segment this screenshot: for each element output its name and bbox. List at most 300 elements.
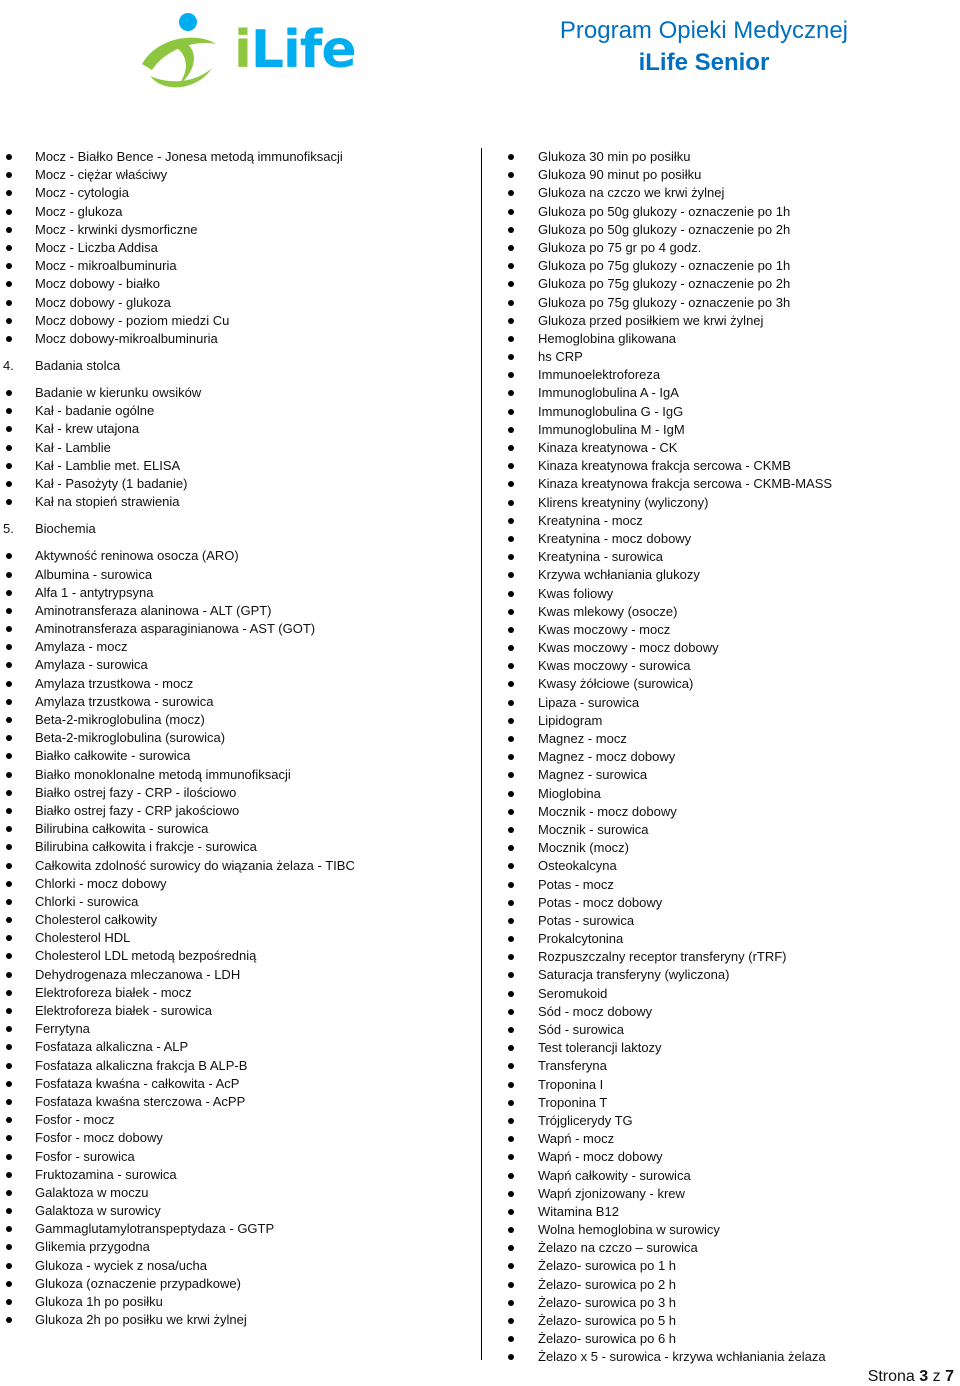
bullet-icon — [508, 172, 514, 178]
list-item-label: Hemoglobina glikowana — [538, 330, 677, 346]
list-item-label: Glukoza po 50g glukozy - oznaczenie po 1h — [538, 203, 791, 219]
list-item — [0, 1075, 478, 1093]
list-item — [502, 403, 958, 421]
list-item-label: Aminotransferaza alaninowa - ALT (GPT) — [35, 602, 272, 618]
bullet-icon — [508, 1027, 514, 1033]
list-item-label: Kinaza kreatynowa - CK — [538, 440, 678, 455]
list-item — [502, 730, 958, 748]
list-item — [502, 821, 958, 839]
list-item-label: Kał - krew utajona — [35, 421, 140, 437]
list-item — [0, 1238, 478, 1256]
list-item — [0, 330, 478, 348]
list-item-label: Glukoza 1h po posiłku — [35, 1294, 163, 1310]
list-item-label: Białko ostrej fazy - CRP jakościowo — [35, 802, 240, 818]
list-item — [502, 1021, 958, 1039]
list-item — [502, 1039, 958, 1057]
bullet-icon — [6, 953, 12, 959]
list-item — [502, 1348, 958, 1366]
bullet-icon — [508, 772, 514, 778]
left-column — [0, 148, 478, 1329]
bullet-icon — [508, 1173, 514, 1179]
list-item-label: Mocz dobowy-mikroalbuminuria — [35, 330, 218, 346]
list-item-label: Kinaza kreatynowa frakcja sercowa - CKMB-MASS — [538, 476, 833, 492]
bullet-icon — [508, 427, 514, 433]
bullet-icon — [6, 808, 12, 814]
section-title: Badania stolca — [35, 357, 121, 373]
list-item — [0, 911, 478, 929]
list-item — [0, 275, 478, 293]
bullet-icon — [508, 1300, 514, 1306]
list-item — [502, 203, 958, 221]
bullet-icon — [6, 644, 12, 650]
list-item-label: Żelazo- surowica po 5 h — [538, 1313, 677, 1328]
bullet-icon — [6, 753, 12, 759]
list-item — [502, 421, 958, 439]
bullet-icon — [6, 1226, 12, 1232]
list-item-label: Żelazo- surowica po 3 h — [538, 1294, 677, 1310]
bullet-icon — [508, 1009, 514, 1015]
list-item-label: Fosfataza kwaśna - całkowita - AcP — [35, 1075, 240, 1091]
list-item — [502, 384, 958, 402]
bullet-icon — [508, 1354, 514, 1360]
list-item — [0, 239, 478, 257]
bullet-icon — [6, 772, 12, 778]
program-title-line2: iLife Senior — [638, 49, 770, 76]
bullet-icon — [508, 918, 514, 924]
list-item-label: Kwas moczowy - mocz dobowy — [538, 640, 719, 656]
list-item-label: Albumina - surowica — [35, 566, 153, 582]
list-item-label: Glukoza po 50g glukozy - oznaczenie po 2h — [538, 221, 791, 237]
bullet-icon — [6, 172, 12, 178]
list-item — [502, 839, 958, 857]
list-item-label: Magnez - mocz — [538, 731, 627, 746]
list-item — [502, 275, 958, 293]
list-item — [0, 602, 478, 620]
list-item-label: Białko całkowite - surowica — [35, 748, 191, 764]
bullet-icon — [6, 608, 12, 614]
bullet-icon — [6, 972, 12, 978]
list-item — [0, 166, 478, 184]
bullet-icon — [6, 626, 12, 632]
list-item-label: Cholesterol całkowity — [35, 912, 158, 928]
bullet-icon — [508, 609, 514, 615]
bullet-icon — [508, 1082, 514, 1088]
bullet-icon — [508, 1191, 514, 1197]
list-item — [0, 1202, 478, 1220]
bullet-icon — [508, 954, 514, 960]
list-item — [0, 656, 478, 674]
bullet-icon — [6, 1317, 12, 1323]
list-item — [0, 1129, 478, 1147]
list-item — [0, 875, 478, 893]
list-item — [502, 348, 958, 366]
page-of: z — [932, 1368, 941, 1385]
list-item-label: Mocz dobowy - poziom miedzi Cu — [35, 312, 230, 328]
list-item-label: Fosfataza kwaśna sterczowa - AcPP — [35, 1093, 246, 1109]
list-item-label: Kreatynina - mocz — [538, 512, 643, 528]
list-item-label: Glukoza przed posiłkiem we krwi żylnej — [538, 312, 764, 328]
list-item — [502, 675, 958, 693]
list-item-label: Prokalcytonina — [538, 931, 624, 947]
ilife-wordmark: iLife — [234, 20, 356, 80]
list-item-label: Kał na stopień strawienia — [35, 494, 180, 510]
list-item — [502, 694, 958, 712]
list-item — [502, 294, 958, 312]
list-item — [0, 893, 478, 911]
list-item — [0, 675, 478, 693]
list-item — [0, 1220, 478, 1238]
list-item-label: Potas - mocz — [538, 876, 614, 892]
bullet-icon — [508, 991, 514, 997]
list-item-label: Chlorki - surowica — [35, 893, 139, 909]
bullet-icon — [6, 1026, 12, 1032]
bullet-icon — [6, 1263, 12, 1269]
list-item-label: Mocz - Liczba Addisa — [35, 239, 158, 255]
list-item-label: Amylaza - mocz — [35, 639, 128, 655]
bullet-icon — [508, 627, 514, 633]
bullet-icon — [6, 590, 12, 596]
bullet-icon — [6, 1244, 12, 1250]
list-item — [0, 1148, 478, 1166]
list-item — [0, 1275, 478, 1293]
list-item — [0, 711, 478, 729]
bullet-icon — [508, 372, 514, 378]
section-heading-badania-stolca — [0, 357, 478, 375]
bullet-icon — [508, 718, 514, 724]
list-item — [0, 1038, 478, 1056]
bullet-icon — [508, 209, 514, 215]
list-item — [0, 493, 478, 511]
list-item-label: Żelazo- surowica po 6 h — [538, 1331, 677, 1347]
bullet-icon — [508, 463, 514, 469]
list-item — [502, 1203, 958, 1221]
bullet-icon — [508, 263, 514, 269]
page-label: Strona — [867, 1368, 915, 1385]
bullet-icon — [6, 1135, 12, 1141]
list-item — [0, 1166, 478, 1184]
list-item-label: Wapń - mocz — [538, 1131, 615, 1147]
list-item-label: Kał - Lamblie — [35, 439, 111, 455]
bullet-icon — [508, 1318, 514, 1324]
bullet-icon — [6, 1190, 12, 1196]
bullet-icon — [508, 791, 514, 797]
list-item-label: Troponina T — [538, 1094, 608, 1110]
list-item-label: Elektroforeza białek - surowica — [35, 1003, 213, 1019]
bullet-icon — [508, 1336, 514, 1342]
bullet-icon — [508, 681, 514, 687]
list-item-label: Glukoza po 75 gr po 4 godz. — [538, 239, 702, 255]
list-item-label: Witamina B12 — [538, 1203, 619, 1219]
bullet-icon — [508, 972, 514, 978]
bullet-icon — [6, 463, 12, 469]
list-item-label: Kwas moczowy - surowica — [538, 658, 691, 674]
bullet-icon — [6, 190, 12, 196]
list-item-label: Kał - Pasożyty (1 badanie) — [35, 475, 188, 491]
bullet-icon — [508, 663, 514, 669]
bullet-icon — [508, 318, 514, 324]
bullet-icon — [508, 536, 514, 542]
bullet-icon — [6, 735, 12, 741]
list-item — [502, 894, 958, 912]
list-item-label: Sód - surowica — [538, 1022, 624, 1037]
list-item — [0, 547, 478, 565]
list-item-label: Potas - mocz dobowy — [538, 894, 663, 910]
list-item-label: Mocznik (mocz) — [538, 840, 630, 856]
list-item — [502, 1276, 958, 1294]
bullet-icon — [508, 1282, 514, 1288]
list-item-label: Dehydrogenaza mleczanowa - LDH — [35, 966, 241, 982]
list-item-label: Aminotransferaza asparaginianowa - AST (GOT) — [35, 621, 316, 637]
bullet-icon — [6, 1044, 12, 1050]
bullet-icon — [6, 245, 12, 251]
list-item — [502, 639, 958, 657]
bullet-icon — [508, 754, 514, 760]
list-item-label: Fosfataza alkaliczna frakcja B ALP-B — [35, 1057, 248, 1073]
list-item-label: Krzywa wchłaniania glukozy — [538, 567, 700, 583]
list-item — [502, 1239, 958, 1257]
list-item-label: Amylaza trzustkowa - surowica — [35, 693, 214, 709]
ilife-logo-mark-icon — [138, 6, 228, 92]
list-item — [0, 1002, 478, 1020]
list-item-label: Mocznik - mocz dobowy — [538, 803, 677, 819]
bullet-icon — [508, 1245, 514, 1251]
list-item-label: Cholesterol HDL — [35, 930, 131, 946]
list-item-label: Kwas mlekowy (osocze) — [538, 603, 678, 619]
list-item-label: Glukoza po 75g glukozy - oznaczenie po 1h — [538, 258, 791, 274]
list-item — [502, 657, 958, 675]
list-item-label: Elektroforeza białek - mocz — [35, 984, 192, 1000]
right-column — [502, 148, 958, 1367]
bullet-icon — [6, 899, 12, 905]
bullet-icon — [6, 881, 12, 887]
list-item-label: Glukoza 2h po posiłku we krwi żylnej — [35, 1312, 247, 1328]
bullet-icon — [508, 1209, 514, 1215]
list-item-label: Mocz - cytologia — [35, 185, 129, 201]
list-item — [0, 1111, 478, 1129]
list-item-label: Beta-2-mikroglobulina (mocz) — [35, 712, 205, 728]
bullet-icon — [6, 300, 12, 306]
list-item — [502, 512, 958, 530]
list-item — [0, 620, 478, 638]
list-item — [0, 1093, 478, 1111]
bullet-icon — [6, 1081, 12, 1087]
list-item-label: Glukoza na czczo we krwi żylnej — [538, 185, 725, 201]
current-page: 3 — [919, 1368, 929, 1385]
list-item-label: Fosfor - mocz — [35, 1112, 115, 1128]
bullet-icon — [508, 700, 514, 706]
bullet-icon — [6, 281, 12, 287]
list-item — [0, 747, 478, 765]
bullet-icon — [508, 445, 514, 451]
bullet-icon — [6, 699, 12, 705]
list-item-label: Białko monoklonalne metodą immunofiksacji — [35, 766, 291, 782]
list-item-label: Kinaza kreatynowa frakcja sercowa - CKMB — [538, 458, 791, 474]
list-item-label: hs CRP — [538, 349, 583, 365]
bullet-icon — [6, 1099, 12, 1105]
list-item-label: Glukoza 30 min po posiłku — [538, 149, 691, 164]
list-item — [0, 584, 478, 602]
list-item — [0, 420, 478, 438]
list-item — [502, 148, 958, 166]
list-item — [502, 1312, 958, 1330]
list-item-label: Sód - mocz dobowy — [538, 1003, 653, 1019]
list-item — [0, 257, 478, 275]
list-item-label: Żelazo x 5 - surowica - krzywa wchłaniania żelaza — [538, 1349, 826, 1365]
list-item — [502, 621, 958, 639]
bullet-icon — [508, 809, 514, 815]
list-item-label: Magnez - mocz dobowy — [538, 749, 676, 765]
bullet-icon — [508, 554, 514, 560]
total-pages: 7 — [945, 1368, 954, 1385]
bullet-icon — [6, 917, 12, 923]
list-item-label: Kwas foliowy — [538, 585, 614, 601]
list-item-label: Mocz dobowy - białko — [35, 276, 160, 292]
list-item-label: Kreatynina - mocz dobowy — [538, 530, 692, 546]
list-item-label: Kwasy żółciowe (surowica) — [538, 676, 694, 692]
list-item — [0, 148, 478, 166]
list-item-label: Żelazo- surowica po 2 h — [538, 1276, 677, 1292]
bullet-icon — [6, 390, 12, 396]
list-item — [0, 1057, 478, 1075]
bullet-icon — [6, 1154, 12, 1160]
list-item — [502, 257, 958, 275]
list-item — [502, 585, 958, 603]
bullet-icon — [508, 572, 514, 578]
list-item-label: Kał - Lamblie met. ELISA — [35, 457, 181, 473]
list-item-label: Glikemia przygodna — [35, 1239, 150, 1255]
section-title: Biochemia — [35, 520, 96, 536]
bullet-icon — [508, 863, 514, 869]
list-item — [502, 457, 958, 475]
list-item-label: Kwas moczowy - mocz — [538, 621, 671, 637]
list-item — [502, 1330, 958, 1348]
list-item-label: Bilirubina całkowita - surowica — [35, 821, 209, 837]
list-item — [502, 1076, 958, 1094]
list-item-label: Mocz - krwinki dysmorficzne — [35, 221, 198, 237]
program-title — [560, 15, 848, 79]
list-item — [502, 1094, 958, 1112]
list-item — [502, 566, 958, 584]
list-item-label: Żelazo- surowica po 1 h — [538, 1258, 677, 1274]
list-item-label: Bilirubina całkowita i frakcje - surowica — [35, 839, 257, 855]
list-item — [0, 439, 478, 457]
list-item — [502, 530, 958, 548]
column-divider — [481, 148, 482, 1360]
list-item — [0, 984, 478, 1002]
list-item-label: Immunoglobulina M - IgM — [538, 421, 685, 437]
bullet-icon — [508, 227, 514, 233]
list-item-label: Aktywność reninowa osocza (ARO) — [35, 548, 239, 564]
list-item-label: Wapń całkowity - surowica — [538, 1167, 691, 1183]
list-item — [502, 1130, 958, 1148]
list-item — [502, 166, 958, 184]
list-item — [502, 1148, 958, 1166]
bullet-icon — [6, 263, 12, 269]
list-item — [0, 784, 478, 802]
list-item-label: Fosfor - mocz dobowy — [35, 1130, 163, 1146]
bullet-icon — [508, 336, 514, 342]
page-number — [868, 1368, 954, 1386]
list-item — [502, 221, 958, 239]
bullet-icon — [508, 481, 514, 487]
list-item — [0, 966, 478, 984]
list-item-label: Ferrytyna — [35, 1021, 90, 1037]
list-item — [0, 294, 478, 312]
bullet-icon — [508, 1063, 514, 1069]
list-item-label: Glukoza po 75g glukozy - oznaczenie po 2h — [538, 276, 791, 292]
program-title-line1: Program Opieki Medycznej — [559, 17, 848, 44]
list-item — [0, 838, 478, 856]
list-item-label: Glukoza - wyciek z nosa/ucha — [35, 1257, 207, 1273]
list-item-label: Galaktoza w surowicy — [35, 1203, 161, 1219]
bullet-icon — [6, 154, 12, 160]
bullet-icon — [508, 845, 514, 851]
bullet-icon — [508, 354, 514, 360]
list-item-label: Całkowita zdolność surowicy do wiązania żelaza - TIBC — [35, 857, 355, 873]
bullet-icon — [6, 1008, 12, 1014]
list-item-label: Amylaza trzustkowa - mocz — [35, 675, 194, 691]
bullet-icon — [508, 154, 514, 160]
list-item — [502, 1221, 958, 1239]
list-item — [502, 966, 958, 984]
bullet-icon — [508, 1045, 514, 1051]
bullet-icon — [6, 863, 12, 869]
list-item — [502, 1057, 958, 1075]
list-item — [0, 729, 478, 747]
list-item — [0, 1293, 478, 1311]
list-item — [0, 1311, 478, 1329]
bullet-icon — [508, 190, 514, 196]
list-item — [502, 1294, 958, 1312]
list-item-label: Białko ostrej fazy - CRP - ilościowo — [35, 784, 237, 800]
list-item-label: Immunoglobulina A - IgA — [538, 385, 679, 401]
list-item-label: Magnez - surowica — [538, 767, 648, 783]
bullet-icon — [508, 645, 514, 651]
list-item — [0, 384, 478, 402]
list-item — [502, 239, 958, 257]
list-item — [0, 184, 478, 202]
list-item — [502, 1167, 958, 1185]
list-item — [502, 803, 958, 821]
bullet-icon — [6, 935, 12, 941]
bullet-icon — [508, 1136, 514, 1142]
list-item-label: Lipaza - surowica — [538, 694, 640, 710]
list-item — [0, 693, 478, 711]
list-item — [502, 494, 958, 512]
bullet-icon — [508, 900, 514, 906]
list-item-label: Glukoza 90 minut po posiłku — [538, 167, 702, 183]
bullet-icon — [6, 1117, 12, 1123]
list-item — [0, 566, 478, 584]
bullet-icon — [508, 736, 514, 742]
bullet-icon — [6, 499, 12, 505]
bullet-icon — [6, 408, 12, 414]
bullet-icon — [6, 662, 12, 668]
bullet-icon — [508, 1154, 514, 1160]
bullet-icon — [6, 717, 12, 723]
list-item — [0, 457, 478, 475]
ilife-logo — [138, 6, 356, 92]
list-item — [502, 766, 958, 784]
list-item — [0, 820, 478, 838]
bullet-icon — [508, 500, 514, 506]
bullet-icon — [508, 390, 514, 396]
bullet-icon — [508, 936, 514, 942]
list-item — [502, 1257, 958, 1275]
list-item-label: Amylaza - surowica — [35, 657, 148, 673]
list-item — [0, 638, 478, 656]
bullet-icon — [508, 1118, 514, 1124]
